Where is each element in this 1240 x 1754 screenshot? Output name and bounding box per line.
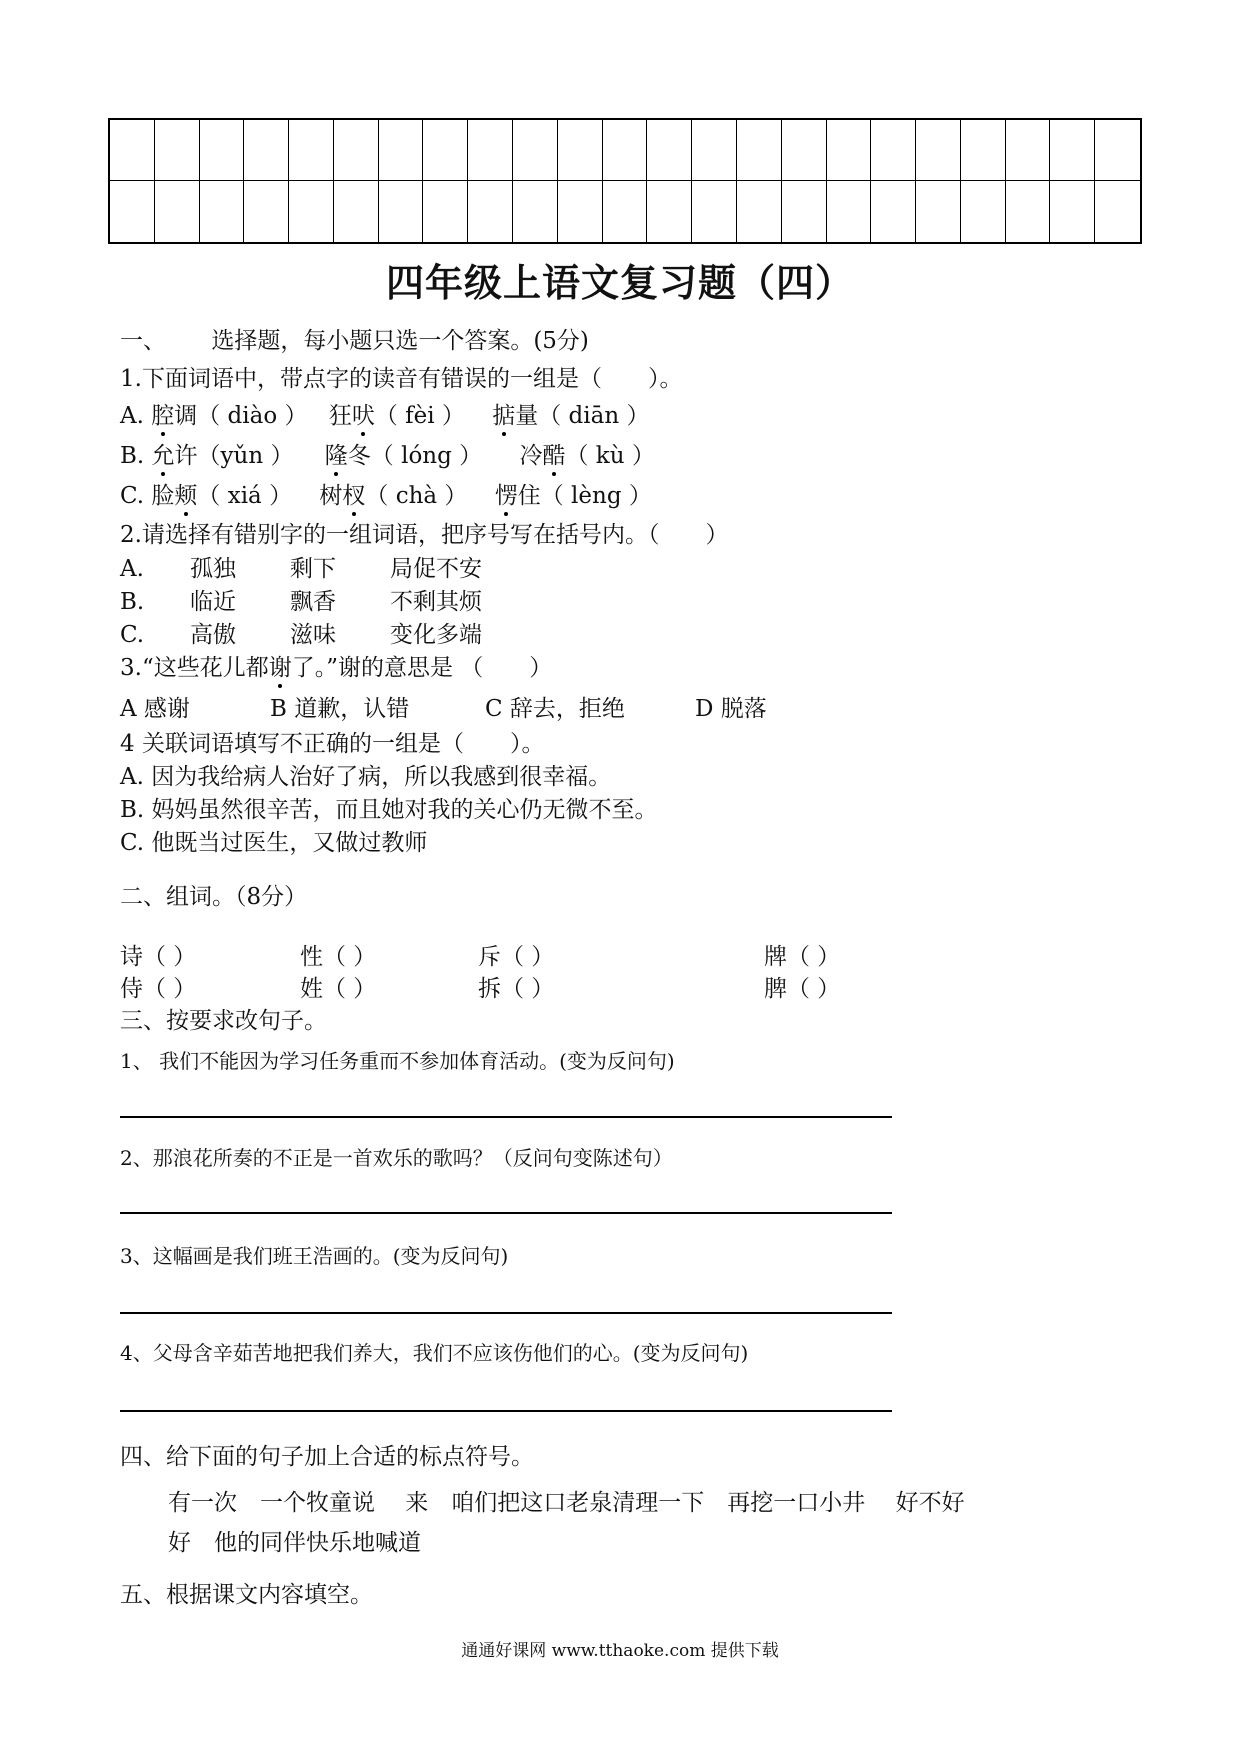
word-row-2 [120,970,840,1003]
q1-stem: 1.下面词语中，带点字的读音有错误的一组是（ ）。 [120,366,683,392]
answer-grid [108,118,1142,244]
dotted-char: 腔 [151,403,175,429]
grid-cell [155,181,200,242]
word: 高傲 [190,622,236,648]
pinyin: （ diān ） [538,403,650,429]
char: 冷 [519,443,543,469]
section-2-heading: 二、组词。（8分） [120,884,308,910]
grid-cell [1050,120,1095,181]
section-1-number: 一、 [120,328,166,354]
q1-option-c [120,477,652,510]
rewrite-q3: 3、这幅画是我们班王浩画的。(变为反问句) [120,1244,509,1268]
pinyin: （ fèi ） [374,403,465,429]
grid-cell [603,120,648,181]
q4-option-b: B. 妈妈虽然很辛苦，而且她对我的关心仍无微不至。 [120,797,658,823]
section-1-title: 选择题，每小题只选一个答案。(5分) [211,328,589,354]
grid-cell [423,181,468,242]
q3-options [120,690,767,723]
pinyin: （ xiá ） [197,483,293,509]
char: 许 [174,443,198,469]
grid-cell [558,181,603,242]
char: 脸 [151,483,175,509]
page-title: 四年级上语文复习题（四） [385,260,854,305]
q4-option-a: A. 因为我给病人治好了病，所以我感到很幸福。 [120,764,612,790]
dotted-char: 酷 [542,443,566,469]
q3-stem [120,649,552,682]
q3-stem-end: 了。”谢的意思是 （ ） [291,655,553,681]
char: 调 [174,403,198,429]
grid-cell [871,181,916,242]
option-a: A 感谢 [120,696,190,722]
dotted-char: 愣 [494,483,518,509]
grid-cell [692,120,737,181]
word-blank: 脾（ ） [764,976,841,1002]
dotted-char: 允 [151,443,175,469]
pinyin: （ lóng ） [370,443,483,469]
option-d: D 脱落 [695,696,767,722]
word-blank: 诗（ ） [120,944,197,970]
punctuation-line-1: 有一次 一个牧童说 来 咱们把这口老泉清理一下 再挖一口小井 好不好 [168,1490,965,1516]
dotted-char: 掂 [492,403,516,429]
pinyin: （ diào ） [197,403,308,429]
dotted-char: 隆 [324,443,348,469]
option-label: A. [120,556,144,582]
word-row-1 [120,938,840,971]
q2-option-c [120,616,482,649]
grid-cell [647,120,692,181]
grid-cell [558,120,603,181]
grid-cell [423,120,468,181]
grid-cell [244,120,289,181]
word: 变化多端 [390,622,482,648]
char: 住 [517,483,541,509]
footer-text: 通通好课网 www.tthaoke.com 提供下载 [461,1641,779,1661]
grid-cell [871,120,916,181]
grid-cell [827,181,872,242]
word: 剩下 [290,556,336,582]
grid-cell [513,120,558,181]
char: 冬 [347,443,371,469]
dotted-char: 杈 [342,483,366,509]
answer-line-4[interactable] [120,1410,892,1412]
grid-cell [289,120,334,181]
grid-cell [737,181,782,242]
word: 滋味 [290,622,336,648]
q2-option-b [120,583,482,616]
word-blank: 侍（ ） [120,976,197,1002]
grid-cell [737,120,782,181]
dotted-char: 吠 [351,403,375,429]
word-blank: 牌（ ） [764,944,841,970]
rewrite-q4: 4、父母含辛茹苦地把我们养大，我们不应该伤他们的心。(变为反问句) [120,1341,749,1365]
grid-cell [692,181,737,242]
word: 局促不安 [390,556,482,582]
grid-cell [513,181,558,242]
grid-cell [334,181,379,242]
grid-cell [961,181,1006,242]
grid-cell [827,120,872,181]
grid-cell [379,120,424,181]
grid-cell [603,181,648,242]
pinyin: （ lèng ） [540,483,652,509]
answer-line-2[interactable] [120,1212,892,1214]
word: 临近 [190,589,236,615]
option-label: B. [120,589,145,615]
option-label: C. [120,622,145,648]
grid-cell [1095,120,1140,181]
q1-option-b [120,437,655,470]
char: 树 [319,483,343,509]
option-b: B 道歉，认错 [270,696,410,722]
grid-cell [468,120,513,181]
grid-cell [379,181,424,242]
word-blank: 姓（ ） [300,976,377,1002]
pinyin: （ chà ） [365,483,468,509]
grid-cell [200,120,245,181]
dotted-char: 谢 [268,655,292,681]
word-blank: 斥（ ） [478,944,555,970]
grid-cell [782,181,827,242]
option-c: C 辞去，拒绝 [485,696,625,722]
char: 狂 [328,403,352,429]
grid-cell [244,181,289,242]
grid-cell [916,120,961,181]
grid-cell [110,181,155,242]
q2-stem: 2.请选择有错别字的一组词语，把序号写在括号内。（ ） [120,522,729,548]
rewrite-q1: 1、 我们不能因为学习任务重而不参加体育活动。(变为反问句) [120,1049,675,1073]
grid-cell [1006,120,1051,181]
char: 量 [515,403,539,429]
grid-cell [289,181,334,242]
q1-option-a [120,397,649,430]
word-blank: 拆（ ） [478,976,555,1002]
section-5-heading: 五、根据课文内容填空。 [120,1582,373,1608]
word-blank: 性（ ） [300,944,377,970]
grid-cell [468,181,513,242]
q2-option-a [120,550,482,583]
option-label: A. [120,403,144,429]
pinyin: （ kù ） [565,443,655,469]
grid-cell [334,120,379,181]
option-label: C. [120,483,145,509]
word: 不剩其烦 [390,589,482,615]
grid-cell [110,120,155,181]
rewrite-q2: 2、那浪花所奏的不正是一首欢乐的歌吗？（反问句变陈述句） [120,1146,673,1170]
word: 飘香 [290,589,336,615]
answer-line-3[interactable] [120,1312,892,1314]
dotted-char: 颊 [174,483,198,509]
grid-cell [916,181,961,242]
grid-cell [1095,181,1140,242]
grid-cell [1006,181,1051,242]
q4-stem: 4 关联词语填写不正确的一组是（ ）。 [120,731,545,757]
q3-stem-start: 3.“这些花儿都 [120,655,269,681]
grid-cell [961,120,1006,181]
grid-cell [1050,181,1095,242]
word: 孤独 [190,556,236,582]
grid-cell [647,181,692,242]
grid-cell [200,181,245,242]
q4-option-c: C. 他既当过医生，又做过教师 [120,830,428,856]
pinyin: （yǔn ） [197,443,294,469]
section-4-heading: 四、给下面的句子加上合适的标点符号。 [120,1444,534,1470]
section-1-heading [120,322,589,355]
option-label: B. [120,443,145,469]
section-3-heading: 三、按要求改句子。 [120,1008,327,1034]
grid-cell [782,120,827,181]
grid-cell [155,120,200,181]
punctuation-line-2: 好 他的同伴快乐地喊道 [168,1530,421,1556]
answer-line-1[interactable] [120,1116,892,1118]
